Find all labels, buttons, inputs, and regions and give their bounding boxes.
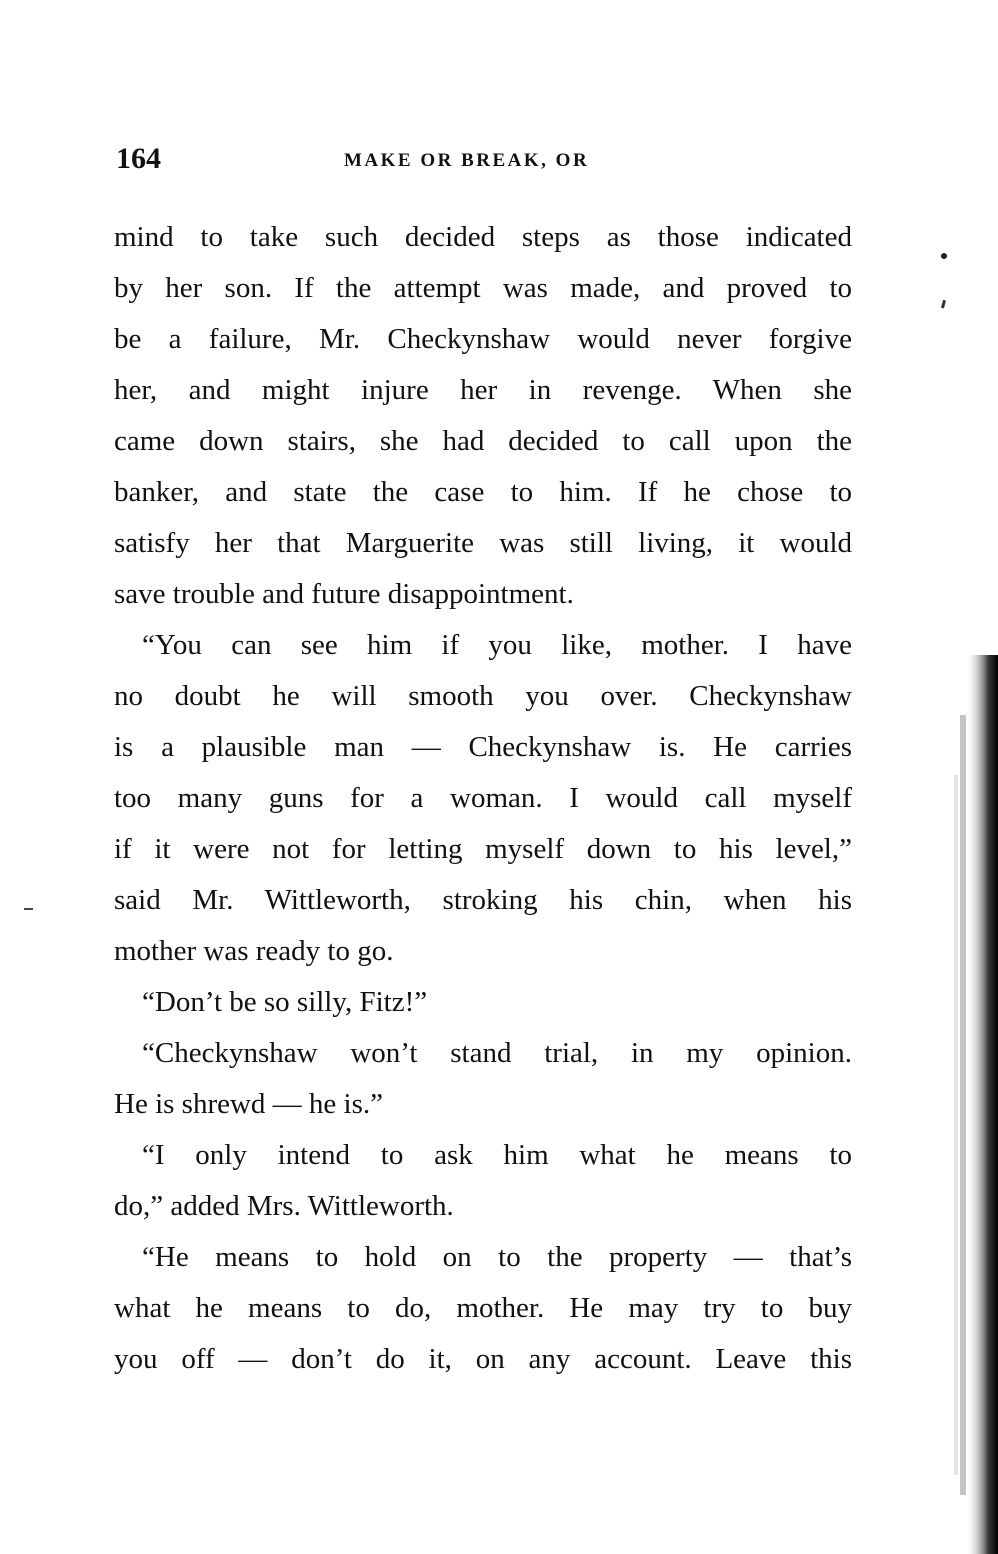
- text-line: banker, and state the case to him. If he chose to: [114, 476, 852, 508]
- text-line: by her son. If the attempt was made, and proved to: [114, 272, 852, 304]
- page-number: 164: [116, 142, 161, 175]
- text-line: “He means to hold on to the property — that’s: [142, 1241, 852, 1273]
- running-head: [116, 142, 852, 182]
- text-line: mother was ready to go.: [114, 935, 394, 967]
- text-line: mind to take such decided steps as those indicated: [114, 221, 852, 253]
- text-line: said Mr. Wittleworth, stroking his chin, when his: [114, 884, 852, 916]
- text-line: be a failure, Mr. Checkynshaw would never forgive: [114, 323, 852, 355]
- text-line: what he means to do, mother. He may try to buy: [114, 1292, 852, 1324]
- text-line: if it were not for letting myself down to his level,”: [114, 833, 852, 865]
- text-line: no doubt he will smooth you over. Checkynshaw: [114, 680, 852, 712]
- text-line: is a plausible man — Checkynshaw is. He carries: [114, 731, 852, 763]
- text-line: “Checkynshaw won’t stand trial, in my opinion.: [142, 1037, 852, 1069]
- text-line: too many guns for a woman. I would call myself: [114, 782, 852, 814]
- body-text: [114, 212, 852, 1385]
- text-line: satisfy her that Marguerite was still living, it would: [114, 527, 852, 559]
- text-line: “I only intend to ask him what he means to: [142, 1139, 852, 1171]
- text-line: “Don’t be so silly, Fitz!”: [142, 986, 428, 1018]
- text-line: He is shrewd — he is.”: [114, 1088, 384, 1120]
- text-line: you off — don’t do it, on any account. Leave this: [114, 1343, 852, 1375]
- speck-mark: [941, 300, 946, 309]
- text-line: save trouble and future disappointment.: [114, 578, 574, 610]
- text-line: came down stairs, she had decided to call upon the: [114, 425, 852, 457]
- text-line: “You can see him if you like, mother. I have: [142, 629, 852, 661]
- speck-mark: [941, 253, 947, 259]
- text-line: her, and might injure her in revenge. When she: [114, 374, 852, 406]
- text-line: do,” added Mrs. Wittleworth.: [114, 1190, 454, 1222]
- page-edge-shadow: [952, 655, 998, 1554]
- running-title: MAKE OR BREAK, OR: [344, 150, 590, 171]
- speck-mark: [24, 908, 33, 910]
